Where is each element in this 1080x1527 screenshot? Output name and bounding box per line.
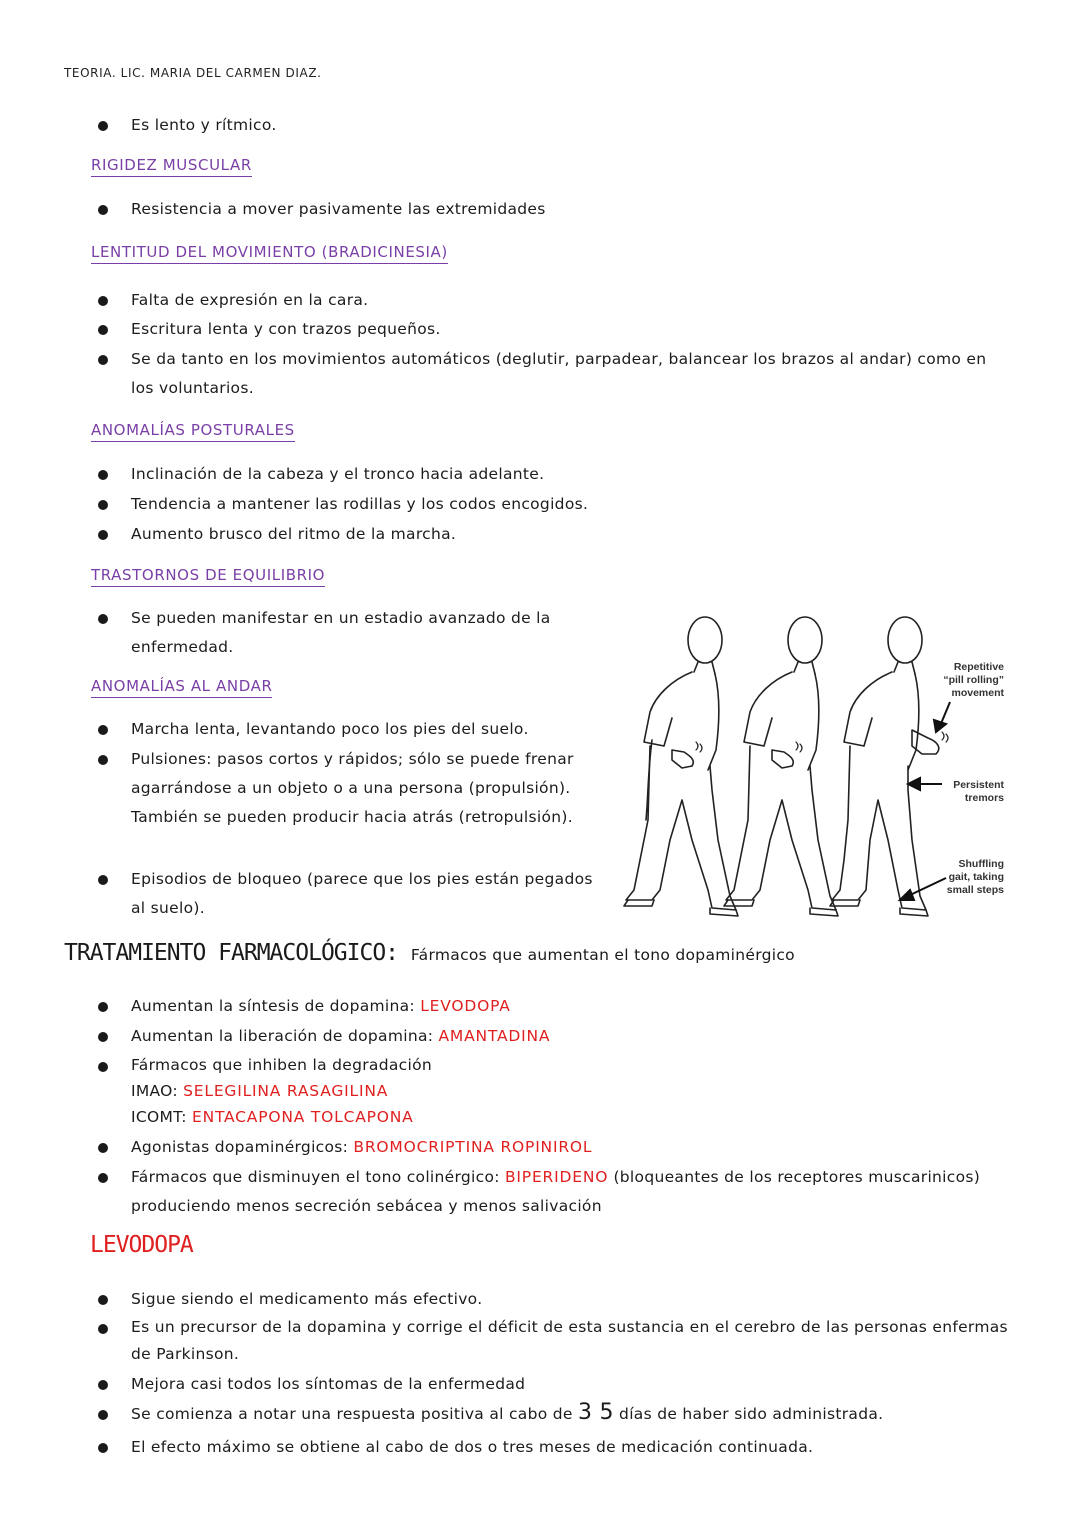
bullet-dot [98, 530, 108, 540]
label-pill-rolling: “pill rolling” [943, 674, 1004, 686]
item-text: produciendo menos secreción sebácea y menos salivación [131, 1197, 602, 1215]
bullet-dot [98, 296, 108, 306]
section-title-andar: ANOMALÍAS AL ANDAR [91, 676, 272, 698]
list-item [131, 1133, 592, 1162]
bullet-dot [98, 121, 108, 131]
bullet-dot [98, 1410, 108, 1420]
list-item [131, 1398, 883, 1429]
list-item [131, 1163, 1011, 1221]
bullet-dot [98, 470, 108, 480]
heading-tratamiento-subtitle: Fármacos que aumentan el tono dopaminérgico [410, 946, 795, 964]
item-text: ICOMT: [131, 1108, 192, 1126]
list-item [131, 1052, 432, 1130]
list-item: Falta de expresión en la cara. [131, 291, 369, 309]
label-tremors: Persistent [953, 779, 1004, 791]
bullet-dot [98, 1032, 108, 1042]
list-item: Mejora casi todos los síntomas de la enfermedad [131, 1375, 526, 1393]
walking-figure-2 [724, 617, 838, 916]
item-text: Fármacos que inhiben la degradación [131, 1056, 432, 1074]
bullet-dot [98, 1380, 108, 1390]
list-item: Escritura lenta y con trazos pequeños. [131, 320, 441, 338]
bullet-dot [98, 205, 108, 215]
bullet-dot [98, 1062, 108, 1072]
list-item: Es lento y rítmico. [131, 116, 277, 134]
heading-tratamiento [64, 940, 795, 966]
bullet-dot [98, 1143, 108, 1153]
page-header: TEORIA. LIC. MARIA DEL CARMEN DIAZ. [64, 66, 322, 80]
walking-figure-3 [830, 617, 939, 916]
bullet-dot [98, 875, 108, 885]
label-shuffling-gait: Shuffling [958, 858, 1004, 870]
bullet-dot [98, 325, 108, 335]
bullet-dot [98, 614, 108, 624]
item-text: Fármacos que disminuyen el tono colinérgico: [131, 1168, 505, 1186]
drug-name: BIPERIDENO [505, 1168, 609, 1186]
list-item: Se pueden manifestar en un estadio avanzado de la enfermedad. [131, 609, 551, 656]
drug-name: AMANTADINA [438, 1027, 551, 1045]
list-item: Marcha lenta, levantando poco los pies del suelo. [131, 720, 529, 738]
list-item [131, 992, 511, 1021]
list-item: Se da tanto en los movimientos automáticos (deglutir, parpadear, balancear los brazos al andar) como en los voluntarios. [131, 350, 987, 397]
section-title-lentitud: LENTITUD DEL MOVIMIENTO (BRADICINESIA) [91, 242, 448, 264]
list-item: Resistencia a mover pasivamente las extremidades [131, 200, 546, 218]
list-item: Pulsiones: pasos cortos y rápidos; sólo se puede frenar agarrándose a un objeto o a una persona (propulsión). También se pueden producir hacia atrás (retropulsión). [131, 750, 574, 826]
list-item: Sigue siendo el medicamento más efectivo. [131, 1290, 483, 1308]
label-shuffling-gait: small steps [946, 884, 1004, 896]
list-item: Tendencia a mantener las rodillas y los codos encogidos. [131, 495, 589, 513]
bullet-dot [98, 1295, 108, 1305]
list-item: Es un precursor de la dopamina y corrige el déficit de esta sustancia en el cerebro de las personas enfermas de Parkinson. [131, 1318, 1008, 1363]
item-text: (bloqueantes de los receptores muscarinicos) [608, 1168, 981, 1186]
drug-name: ENTACAPONA TOLCAPONA [191, 1108, 414, 1126]
days-number: 3 5 [577, 1400, 614, 1425]
item-text: Aumentan la liberación de dopamina: [131, 1027, 439, 1045]
item-text: IMAO: [131, 1082, 184, 1100]
heading-tratamiento-title: TRATAMIENTO FARMACOLÓGICO: [64, 940, 399, 966]
heading-levodopa: LEVODOPA [90, 1232, 193, 1258]
drug-name: LEVODOPA [420, 997, 511, 1015]
item-text: Se comienza a notar una respuesta positiva al cabo de [131, 1405, 578, 1423]
list-item: Inclinación de la cabeza y el tronco hacia adelante. [131, 465, 545, 483]
sub-item [131, 1078, 432, 1104]
walking-figure-1 [624, 617, 738, 916]
item-text: Agonistas dopaminérgicos: [131, 1138, 354, 1156]
item-text: Aumentan la síntesis de dopamina: [131, 997, 421, 1015]
label-pill-rolling: Repetitive [953, 661, 1004, 673]
item-line [131, 1163, 1011, 1192]
label-tremors: tremors [964, 792, 1004, 804]
list-item [131, 1022, 550, 1051]
bullet-dot [98, 500, 108, 510]
section-title-rigidez: RIGIDEZ MUSCULAR [91, 155, 252, 177]
bullet-dot [98, 1324, 108, 1334]
bullet-dot [98, 1443, 108, 1453]
list-item: Episodios de bloqueo (parece que los pies están pegados al suelo). [131, 870, 593, 917]
drug-name: BROMOCRIPTINA ROPINIROL [353, 1138, 593, 1156]
sub-item [131, 1104, 432, 1130]
section-title-equilibrio: TRASTORNOS DE EQUILIBRIO [91, 565, 325, 587]
label-pill-rolling: movement [951, 687, 1004, 699]
parkinson-gait-illustration [612, 600, 1020, 930]
item-text: días de haber sido administrada. [613, 1405, 884, 1423]
bullet-dot [98, 355, 108, 365]
list-item: El efecto máximo se obtiene al cabo de dos o tres meses de medicación continuada. [131, 1438, 814, 1456]
bullet-dot [98, 725, 108, 735]
list-item: Aumento brusco del ritmo de la marcha. [131, 525, 457, 543]
section-title-posturales: ANOMALÍAS POSTURALES [91, 420, 295, 442]
bullet-dot [98, 1173, 108, 1183]
bullet-dot [98, 755, 108, 765]
bullet-dot [98, 1002, 108, 1012]
label-shuffling-gait: gait, taking [948, 871, 1004, 883]
drug-name: SELEGILINA RASAGILINA [183, 1082, 389, 1100]
